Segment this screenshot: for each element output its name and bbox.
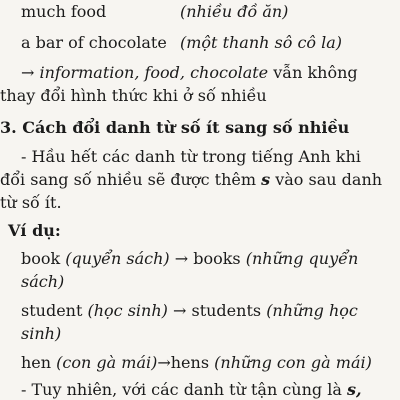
note-line-1 xyxy=(21,63,358,83)
note-arrow: → xyxy=(21,63,40,82)
example-vi: (một thanh sô cô la) xyxy=(180,33,343,52)
example-book: book (quyển sách) → books (những quyển xyxy=(21,249,359,268)
section-title: Cách đổi danh từ số ít sang số nhiều xyxy=(16,118,350,137)
rule-line-2: đổi sang số nhiều sẽ được thêm s vào sau danh xyxy=(0,170,383,189)
example-book-cont: sách) xyxy=(21,272,65,291)
section-number: 3. xyxy=(0,118,17,137)
example-line-chocolate xyxy=(21,33,343,53)
note-italic-words: information, food, chocolate xyxy=(39,63,269,82)
example-student: student (học sinh) → students (những học xyxy=(21,301,358,320)
note-text: vẫn không xyxy=(268,63,358,82)
arrow-icon: → xyxy=(174,249,189,268)
rule-line-1: - Hầu hết các danh từ trong tiếng Anh khi xyxy=(21,147,361,166)
arrow-icon: → xyxy=(157,353,171,372)
example-en: a bar of chocolate xyxy=(21,33,167,52)
example-line-much-food xyxy=(21,2,289,22)
rule-line-3: từ số ít. xyxy=(0,193,62,212)
example-vi: (nhiều đồ ăn) xyxy=(180,2,289,21)
example-student-cont: sinh) xyxy=(21,324,62,343)
arrow-icon: → xyxy=(172,301,187,320)
example-hen: hen (con gà mái)→hens (những con gà mái) xyxy=(21,353,372,372)
section-heading xyxy=(0,118,349,138)
suffix-s: s xyxy=(261,170,271,189)
examples-label: Ví dụ: xyxy=(8,221,61,240)
last-line: - Tuy nhiên, với các danh từ tận cùng là s, xyxy=(21,380,362,399)
example-en: much food xyxy=(21,2,107,21)
note-line-2: thay đổi hình thức khi ở số nhiều xyxy=(0,86,267,105)
